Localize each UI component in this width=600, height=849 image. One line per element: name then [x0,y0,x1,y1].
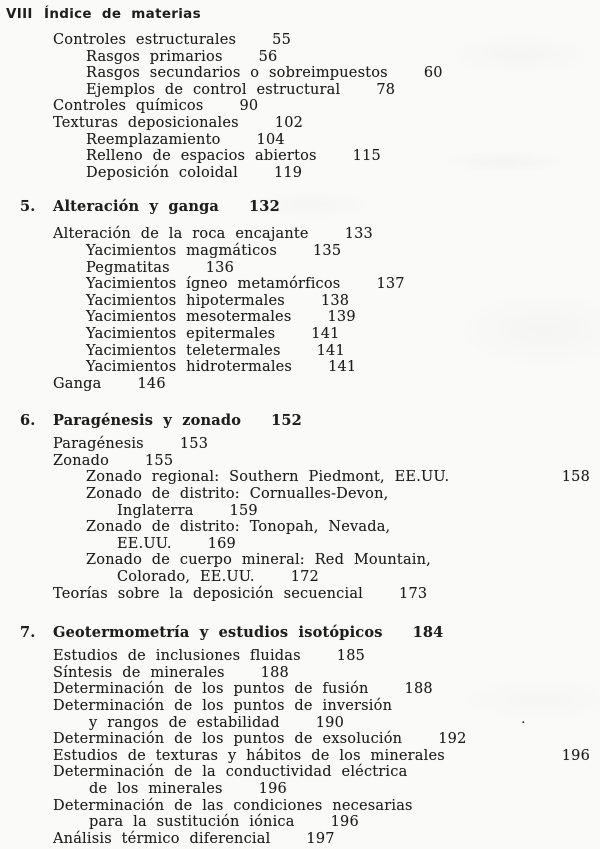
toc-entry [0,453,600,470]
toc-entry-text: Determinación de la conductividad eléctrica [53,764,408,781]
toc-entry [0,698,600,715]
toc-entry-page-number: 169 [207,535,236,552]
toc-entry [0,82,600,99]
toc-entry-text: Determinación de los puntos de inversión [53,698,393,714]
toc-entry-page-number: 146 [137,375,166,392]
toc-entry-text: Rasgos primarios [86,48,223,65]
toc-entry-text: Paragénesis [53,436,144,453]
chapter-heading [0,412,600,430]
toc-entry-text: Yacimientos epitermales [86,325,276,342]
toc-entry-text: Colorado, EE.UU. [117,569,255,586]
toc-entry-text: Zonado regional: Southern Piedmont, EE.UU. [86,469,450,486]
toc-entry [0,764,600,781]
toc-entry-text: Ganga [53,375,102,392]
toc-entry-text: Pegmatitas [86,259,170,276]
toc-entry-text: Yacimientos ígneo metamórficos [86,276,341,293]
chapter-number: 7. [20,624,36,642]
toc-entry [0,98,600,115]
toc-entry [0,586,600,603]
toc-section [0,32,600,181]
chapter-page-number: 184 [412,624,444,642]
toc-entry-page-number: 172 [290,569,319,586]
toc-entry-page-number: 159 [229,502,258,519]
chapter-heading [0,198,600,216]
toc-entry-text: Yacimientos hipotermales [86,292,285,309]
folio-number: VIII [6,6,33,22]
page-header [0,5,600,23]
toc-entry-page-number: 90 [239,98,259,115]
toc-entry-page-number: 136 [205,259,235,276]
toc-entry-text: de los minerales [89,780,223,797]
toc-entry [0,569,600,586]
toc-entry [0,165,600,182]
toc-entry [0,49,600,66]
toc-entry-text: Zonado de distrito: Tonopah, Nevada, [86,519,391,536]
toc-section [0,412,600,602]
toc-entry [0,486,600,503]
toc-entry-page-number: 192 [438,731,467,748]
toc-entry-text: Ejemplos de control estructural [86,81,341,98]
toc-entry [0,132,600,149]
toc-entry-text: Síntesis de minerales [53,664,225,681]
chapter-title: Alteración y ganga [53,198,219,216]
toc-entry [0,65,600,82]
toc-entry-text: Yacimientos hidrotermales [86,359,293,376]
toc-entry [0,715,600,732]
toc-entries [0,226,600,392]
toc-entry-text: EE.UU. [117,535,172,552]
toc-entry [0,436,600,453]
toc-entry-text: Texturas deposicionales [53,114,239,131]
toc-entries [0,648,600,847]
toc-entries [0,32,600,181]
toc-entry-page-number: 78 [376,81,396,98]
toc-section [0,198,600,392]
toc-entry [0,359,600,376]
toc-entry-page-number: 137 [376,276,405,293]
toc-entry-page-number: 196 [258,780,287,797]
toc-entry [0,552,600,569]
toc-entry [0,831,600,848]
toc-entry [0,326,600,343]
toc-entry-page-number: 141 [328,359,357,376]
toc-entry [0,343,600,360]
toc-entry-page-number: 155 [145,452,174,469]
toc-entry-page-number: 133 [344,226,373,243]
toc-entry-text: Análisis térmico diferencial [53,830,271,847]
toc-entry-text: Controles químicos [53,98,204,115]
toc-entry-text: Estudios de texturas y hábitos de los minerales [53,747,445,764]
scan-artifact-dot: . [521,711,526,727]
toc-entry-text: Alteración de la roca encajante [53,226,309,243]
toc-entry [0,376,600,393]
chapter-number: 5. [20,198,36,216]
toc-entry [0,226,600,243]
toc-entry-page-number: 135 [313,242,342,259]
toc-entry-page-number: 119 [273,164,303,181]
toc-entry-text: Inglaterra [117,502,194,519]
toc-entry-text: Zonado de cuerpo mineral: Red Mountain, [86,552,431,569]
toc-entry-page-number: 141 [316,342,345,359]
toc-entry-text: Zonado [53,452,109,469]
toc-entry [0,243,600,260]
toc-entry [0,309,600,326]
toc-entry-text: para la sustitución iónica [89,814,295,831]
toc-entry-text: Yacimientos teletermales [86,342,281,359]
toc-entry [0,469,600,486]
toc-entry [0,781,600,798]
toc-entry-page-number: 56 [258,48,278,65]
toc-entry-page-number: 197 [306,830,335,847]
toc-entry [0,503,600,520]
toc-entry-text: y rangos de estabilidad [89,714,280,731]
toc-entry [0,293,600,310]
toc-entry [0,260,600,277]
toc-entry [0,536,600,553]
toc-entry-text: Estudios de inclusiones fluidas [53,648,301,665]
toc-entry-page-number: 55 [272,32,292,48]
toc-entry-text: Deposición coloidal [86,164,238,181]
toc-entry-text: Yacimientos magmáticos [86,242,277,259]
toc-entry [0,665,600,682]
toc-entry-text: Teorías sobre la deposición secuencial [53,585,364,602]
toc-entry-page-number: 153 [179,436,209,453]
toc-entry-text: Determinación de los puntos de fusión [53,681,369,698]
toc-entry [0,32,600,49]
toc-entry-page-number: 196 [561,747,590,764]
toc-entry-text: Determinación de los puntos de exsolución [53,731,403,748]
page-title: Índice de materias [44,6,201,22]
toc-entry-text: Zonado de distrito: Cornualles-Devon, [86,486,389,503]
toc-entry-page-number: 102 [274,114,304,131]
toc-entry-page-number: 139 [327,309,356,326]
chapter-page-number: 152 [271,412,302,430]
toc-section [0,624,600,847]
toc-entry-page-number: 141 [311,325,340,342]
toc-entry-text: Yacimientos mesotermales [86,309,292,326]
toc-entry [0,681,600,698]
toc-entry-text: Determinación de las condiciones necesarias [53,797,413,814]
toc-entry [0,148,600,165]
chapter-title: Geotermometría y estudios isotópicos [53,624,383,642]
toc-entry-page-number: 188 [260,664,289,681]
toc-entry-page-number: 115 [352,148,381,165]
toc-entry-page-number: 196 [330,814,359,831]
toc-entry-text: Controles estructurales [53,32,237,48]
toc-entry [0,798,600,815]
toc-entry-page-number: 188 [404,681,433,698]
toc-entry-text: Relleno de espacios abiertos [86,148,317,165]
toc-entry [0,648,600,665]
toc-entry [0,731,600,748]
toc-entry [0,276,600,293]
toc-entry-page-number: 138 [320,292,350,309]
toc-entries [0,436,600,602]
chapter-number: 6. [20,412,36,430]
toc-entry-page-number: 190 [315,714,345,731]
toc-entry-page-number: 104 [256,131,285,148]
toc-list [0,32,600,847]
chapter-heading [0,624,600,642]
toc-entry-text: Reemplazamiento [86,131,221,148]
toc-entry-page-number: 185 [336,648,366,665]
chapter-page-number: 132 [249,198,280,216]
toc-entry-page-number: 60 [423,65,443,82]
toc-entry [0,814,600,831]
toc-entry-page-number: 158 [561,469,590,486]
chapter-title: Paragénesis y zonado [53,412,242,430]
toc-entry-page-number: 173 [399,585,428,602]
toc-entry [0,519,600,536]
toc-entry-text: Rasgos secundarios o sobreimpuestos [86,65,388,82]
toc-entry [0,748,600,765]
toc-entry [0,115,600,132]
